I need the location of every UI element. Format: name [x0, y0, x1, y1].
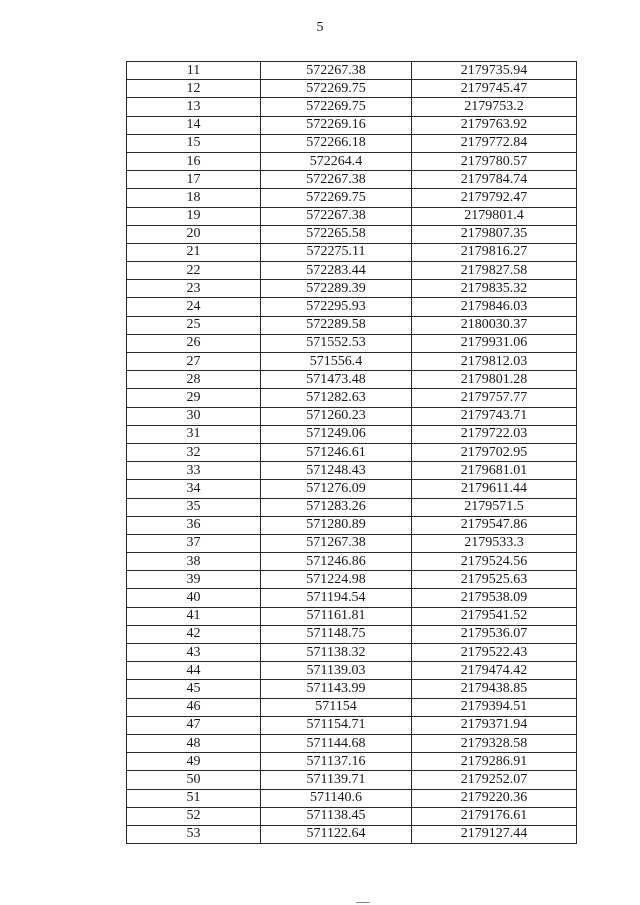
table-row [127, 662, 577, 680]
x-coordinate-cell: 571148.75 [261, 625, 412, 643]
table-row [127, 534, 577, 552]
point-number-cell: 33 [127, 462, 261, 480]
point-number-cell: 37 [127, 534, 261, 552]
point-number-cell: 52 [127, 807, 261, 825]
y-coordinate-cell: 2179753.2 [412, 98, 577, 116]
y-coordinate-cell: 2179780.57 [412, 152, 577, 170]
y-coordinate-cell: 2179571.5 [412, 498, 577, 516]
table-row [127, 80, 577, 98]
x-coordinate-cell: 571139.03 [261, 662, 412, 680]
x-coordinate-cell: 571139.71 [261, 771, 412, 789]
y-coordinate-cell: 2179801.28 [412, 371, 577, 389]
y-coordinate-cell: 2180030.37 [412, 316, 577, 334]
y-coordinate-cell: 2179474.42 [412, 662, 577, 680]
x-coordinate-cell: 571248.43 [261, 462, 412, 480]
point-number-cell: 20 [127, 225, 261, 243]
x-coordinate-cell: 571260.23 [261, 407, 412, 425]
x-coordinate-cell: 571473.48 [261, 371, 412, 389]
table-row [127, 462, 577, 480]
table-row [127, 516, 577, 534]
table-row [127, 353, 577, 371]
coordinates-table [126, 61, 577, 844]
y-coordinate-cell: 2179252.07 [412, 771, 577, 789]
point-number-cell: 11 [127, 62, 261, 80]
point-number-cell: 17 [127, 171, 261, 189]
x-coordinate-cell: 571137.16 [261, 753, 412, 771]
table-row [127, 152, 577, 170]
x-coordinate-cell: 571194.54 [261, 589, 412, 607]
y-coordinate-cell: 2179702.95 [412, 443, 577, 461]
x-coordinate-cell: 571249.06 [261, 425, 412, 443]
y-coordinate-cell: 2179792.47 [412, 189, 577, 207]
x-coordinate-cell: 572267.38 [261, 207, 412, 225]
table-row [127, 207, 577, 225]
point-number-cell: 41 [127, 607, 261, 625]
table-row [127, 425, 577, 443]
point-number-cell: 12 [127, 80, 261, 98]
y-coordinate-cell: 2179722.03 [412, 425, 577, 443]
y-coordinate-cell: 2179538.09 [412, 589, 577, 607]
table-row [127, 553, 577, 571]
y-coordinate-cell: 2179522.43 [412, 644, 577, 662]
point-number-cell: 13 [127, 98, 261, 116]
table-row [127, 316, 577, 334]
point-number-cell: 24 [127, 298, 261, 316]
y-coordinate-cell: 2179801.4 [412, 207, 577, 225]
y-coordinate-cell: 2179127.44 [412, 825, 577, 843]
x-coordinate-cell: 572266.18 [261, 134, 412, 152]
table-row [127, 680, 577, 698]
point-number-cell: 30 [127, 407, 261, 425]
page-number: 5 [316, 20, 324, 35]
y-coordinate-cell: 2179611.44 [412, 480, 577, 498]
table-row [127, 753, 577, 771]
y-coordinate-cell: 2179745.47 [412, 80, 577, 98]
table-row [127, 298, 577, 316]
y-coordinate-cell: 2179816.27 [412, 243, 577, 261]
table-row [127, 243, 577, 261]
y-coordinate-cell: 2179328.58 [412, 734, 577, 752]
point-number-cell: 19 [127, 207, 261, 225]
point-number-cell: 38 [127, 553, 261, 571]
y-coordinate-cell: 2179931.06 [412, 334, 577, 352]
table-row [127, 589, 577, 607]
table-row [127, 116, 577, 134]
x-coordinate-cell: 571140.6 [261, 789, 412, 807]
point-number-cell: 50 [127, 771, 261, 789]
table-row [127, 171, 577, 189]
y-coordinate-cell: 2179812.03 [412, 353, 577, 371]
point-number-cell: 25 [127, 316, 261, 334]
y-coordinate-cell: 2179807.35 [412, 225, 577, 243]
x-coordinate-cell: 571143.99 [261, 680, 412, 698]
point-number-cell: 21 [127, 243, 261, 261]
point-number-cell: 23 [127, 280, 261, 298]
x-coordinate-cell: 572289.39 [261, 280, 412, 298]
point-number-cell: 39 [127, 571, 261, 589]
table-row [127, 716, 577, 734]
table-row [127, 771, 577, 789]
y-coordinate-cell: 2179681.01 [412, 462, 577, 480]
y-coordinate-cell: 2179536.07 [412, 625, 577, 643]
x-coordinate-cell: 571138.45 [261, 807, 412, 825]
table-row [127, 607, 577, 625]
x-coordinate-cell: 572267.38 [261, 62, 412, 80]
point-number-cell: 18 [127, 189, 261, 207]
point-number-cell: 36 [127, 516, 261, 534]
y-coordinate-cell: 2179438.85 [412, 680, 577, 698]
point-number-cell: 22 [127, 262, 261, 280]
y-coordinate-cell: 2179525.63 [412, 571, 577, 589]
y-coordinate-cell: 2179757.77 [412, 389, 577, 407]
table-row [127, 789, 577, 807]
x-coordinate-cell: 571122.64 [261, 825, 412, 843]
y-coordinate-cell: 2179735.94 [412, 62, 577, 80]
x-coordinate-cell: 571282.63 [261, 389, 412, 407]
point-number-cell: 28 [127, 371, 261, 389]
x-coordinate-cell: 571552.53 [261, 334, 412, 352]
point-number-cell: 42 [127, 625, 261, 643]
point-number-cell: 16 [127, 152, 261, 170]
table-row [127, 480, 577, 498]
y-coordinate-cell: 2179286.91 [412, 753, 577, 771]
table-row [127, 62, 577, 80]
y-coordinate-cell: 2179827.58 [412, 262, 577, 280]
x-coordinate-cell: 571246.86 [261, 553, 412, 571]
table-row [127, 625, 577, 643]
x-coordinate-cell: 572269.75 [261, 189, 412, 207]
point-number-cell: 26 [127, 334, 261, 352]
x-coordinate-cell: 571138.32 [261, 644, 412, 662]
point-number-cell: 35 [127, 498, 261, 516]
point-number-cell: 49 [127, 753, 261, 771]
table-row [127, 825, 577, 843]
x-coordinate-cell: 572269.75 [261, 98, 412, 116]
x-coordinate-cell: 571280.89 [261, 516, 412, 534]
x-coordinate-cell: 571224.98 [261, 571, 412, 589]
y-coordinate-cell: 2179743.71 [412, 407, 577, 425]
x-coordinate-cell: 572264.4 [261, 152, 412, 170]
x-coordinate-cell: 572295.93 [261, 298, 412, 316]
y-coordinate-cell: 2179772.84 [412, 134, 577, 152]
point-number-cell: 15 [127, 134, 261, 152]
table-row [127, 134, 577, 152]
table-row [127, 498, 577, 516]
table-row [127, 189, 577, 207]
point-number-cell: 32 [127, 443, 261, 461]
x-coordinate-cell: 572269.75 [261, 80, 412, 98]
table-row [127, 389, 577, 407]
point-number-cell: 29 [127, 389, 261, 407]
y-coordinate-cell: 2179763.92 [412, 116, 577, 134]
x-coordinate-cell: 572265.58 [261, 225, 412, 243]
x-coordinate-cell: 571246.61 [261, 443, 412, 461]
point-number-cell: 14 [127, 116, 261, 134]
point-number-cell: 53 [127, 825, 261, 843]
x-coordinate-cell: 571556.4 [261, 353, 412, 371]
point-number-cell: 51 [127, 789, 261, 807]
table-row [127, 698, 577, 716]
table-row [127, 225, 577, 243]
x-coordinate-cell: 571276.09 [261, 480, 412, 498]
x-coordinate-cell: 571267.38 [261, 534, 412, 552]
table-row [127, 371, 577, 389]
y-coordinate-cell: 2179547.86 [412, 516, 577, 534]
x-coordinate-cell: 572275.11 [261, 243, 412, 261]
point-number-cell: 44 [127, 662, 261, 680]
y-coordinate-cell: 2179846.03 [412, 298, 577, 316]
y-coordinate-cell: 2179220.36 [412, 789, 577, 807]
point-number-cell: 47 [127, 716, 261, 734]
point-number-cell: 31 [127, 425, 261, 443]
x-coordinate-cell: 571154 [261, 698, 412, 716]
x-coordinate-cell: 571161.81 [261, 607, 412, 625]
table-row [127, 334, 577, 352]
point-number-cell: 48 [127, 734, 261, 752]
x-coordinate-cell: 572283.44 [261, 262, 412, 280]
x-coordinate-cell: 572267.38 [261, 171, 412, 189]
table-row [127, 280, 577, 298]
point-number-cell: 40 [127, 589, 261, 607]
x-coordinate-cell: 571144.68 [261, 734, 412, 752]
y-coordinate-cell: 2179394.51 [412, 698, 577, 716]
x-coordinate-cell: 572269.16 [261, 116, 412, 134]
table-row [127, 734, 577, 752]
table-row [127, 571, 577, 589]
point-number-cell: 43 [127, 644, 261, 662]
point-number-cell: 46 [127, 698, 261, 716]
coordinates-table-body [127, 62, 577, 844]
table-row [127, 443, 577, 461]
table-row [127, 644, 577, 662]
y-coordinate-cell: 2179784.74 [412, 171, 577, 189]
table-row [127, 407, 577, 425]
table-row [127, 807, 577, 825]
x-coordinate-cell: 572289.58 [261, 316, 412, 334]
point-number-cell: 27 [127, 353, 261, 371]
y-coordinate-cell: 2179835.32 [412, 280, 577, 298]
y-coordinate-cell: 2179524.56 [412, 553, 577, 571]
point-number-cell: 45 [127, 680, 261, 698]
y-coordinate-cell: 2179176.61 [412, 807, 577, 825]
point-number-cell: 34 [127, 480, 261, 498]
table-row [127, 98, 577, 116]
x-coordinate-cell: 571283.26 [261, 498, 412, 516]
y-coordinate-cell: 2179371.94 [412, 716, 577, 734]
scan-mark [356, 902, 370, 903]
x-coordinate-cell: 571154.71 [261, 716, 412, 734]
y-coordinate-cell: 2179541.52 [412, 607, 577, 625]
y-coordinate-cell: 2179533.3 [412, 534, 577, 552]
table-row [127, 262, 577, 280]
